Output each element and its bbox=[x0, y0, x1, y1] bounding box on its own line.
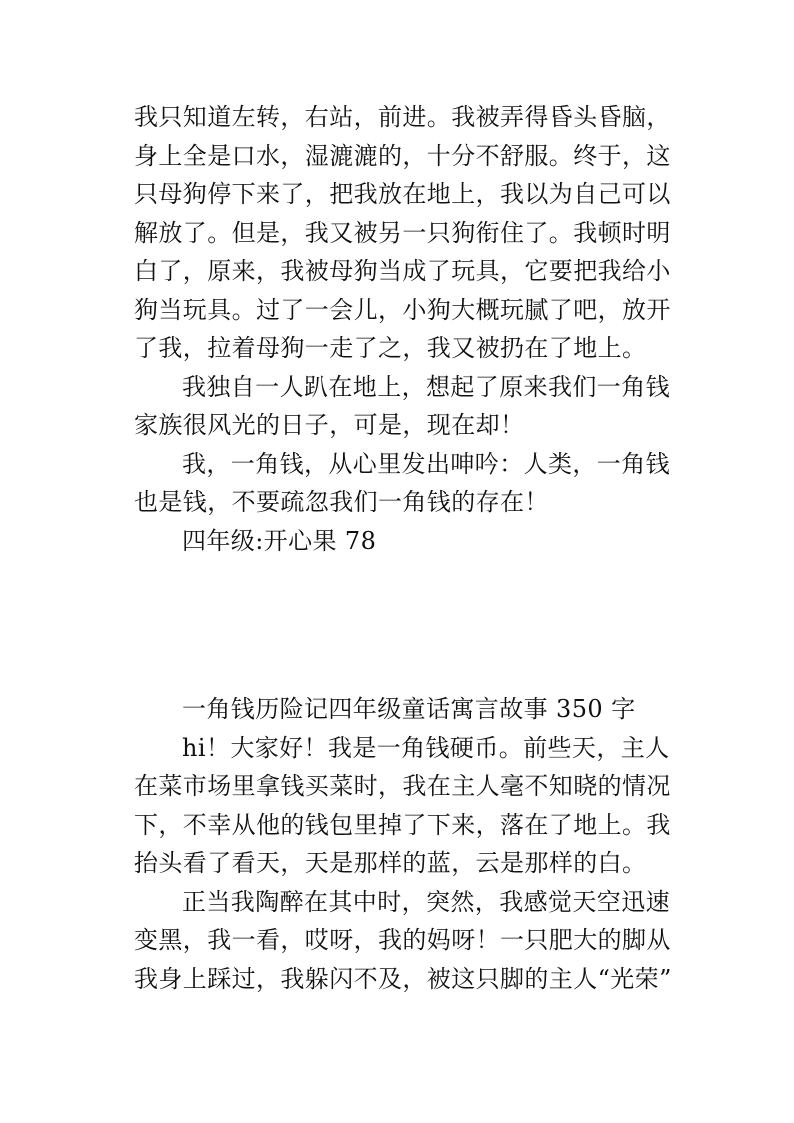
story-title: 一角钱历险记四年级童话寓言故事 350 字 bbox=[182, 695, 636, 723]
text-line: 了我，拉着母狗一走了之，我又被扔在了地上。 bbox=[134, 334, 647, 362]
text-line: 在菜市场里拿钱买菜时，我在主人毫不知晓的情况 bbox=[134, 772, 671, 800]
text-line: 也是钱，不要疏忽我们一角钱的存在！ bbox=[134, 488, 549, 516]
author-signature: 四年级:开心果 78 bbox=[182, 526, 377, 555]
text-line: 我只知道左转，右站，前进。我被弄得昏头昏脑， bbox=[134, 103, 671, 131]
text-line: 我独自一人趴在地上，想起了原来我们一角钱 bbox=[182, 372, 670, 401]
text-line: 抬头看了看天，天是那样的蓝，云是那样的白。 bbox=[134, 849, 647, 877]
story-2 bbox=[134, 690, 672, 998]
story-continuation bbox=[134, 98, 671, 560]
text-line: 狗当玩具。过了一会儿，小狗大概玩腻了吧，放开 bbox=[134, 295, 671, 324]
text-line: hi！大家好！我是一角钱硬币。前些天，主人 bbox=[182, 733, 670, 762]
text-line: 只母狗停下来了，把我放在地上，我以为自己可以 bbox=[134, 180, 671, 208]
text-line: 变黑，我一看，哎呀，我的妈呀！一只肥大的脚从 bbox=[134, 926, 671, 954]
text-line: 下，不幸从他的钱包里掉了下来，落在了地上。我 bbox=[134, 810, 671, 839]
text-line: 我身上踩过，我躲闪不及，被这只脚的主人“光荣” bbox=[134, 964, 672, 993]
text-line: 家族很风光的日子，可是，现在却！ bbox=[134, 411, 525, 439]
text-line: 正当我陶醉在其中时，突然，我感觉天空迅速 bbox=[182, 887, 670, 916]
text-line: 我，一角钱，从心里发出呻吟：人类，一角钱 bbox=[182, 449, 670, 478]
text-line: 白了，原来，我被母狗当成了玩具，它要把我给小 bbox=[134, 257, 671, 285]
text-line: 身上全是口水，湿漉漉的，十分不舒服。终于，这 bbox=[134, 141, 671, 170]
text-line: 解放了。但是，我又被另一只狗衔住了。我顿时明 bbox=[134, 218, 671, 247]
